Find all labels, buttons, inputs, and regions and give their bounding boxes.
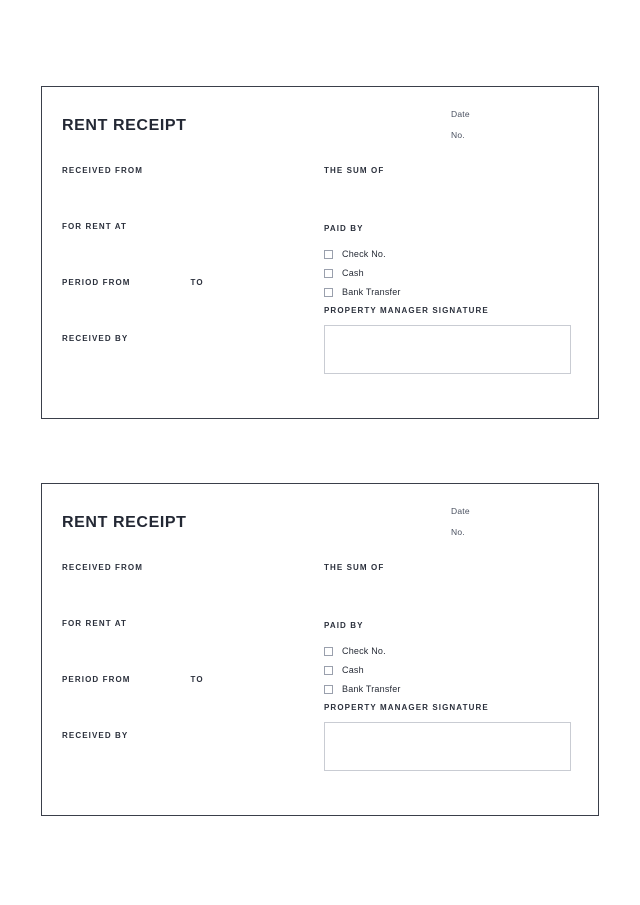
payment-option-label: Check No. <box>342 249 386 259</box>
received-by-block <box>62 334 324 390</box>
received-by-label: RECEIVED BY <box>62 731 129 740</box>
the-sum-of-label: THE SUM OF <box>324 166 385 175</box>
list-item[interactable] <box>324 665 571 675</box>
list-item[interactable] <box>324 268 571 278</box>
for-rent-at-label: FOR RENT AT <box>62 222 127 231</box>
payment-options-list <box>324 249 571 297</box>
payment-option-label: Check No. <box>342 646 386 656</box>
signature-field[interactable] <box>324 722 571 771</box>
checkbox-icon[interactable] <box>324 288 333 297</box>
payment-option-label: Cash <box>342 268 364 278</box>
for-rent-at-label: FOR RENT AT <box>62 619 127 628</box>
list-item[interactable] <box>324 287 571 297</box>
payment-option-label: Cash <box>342 665 364 675</box>
received-from-label: RECEIVED FROM <box>62 166 143 175</box>
sum-block <box>324 166 571 224</box>
period-block <box>62 675 324 731</box>
paid-by-label: PAID BY <box>324 224 364 233</box>
receipt-columns <box>62 563 571 787</box>
period-to-label: TO <box>190 675 204 684</box>
page-title: RENT RECEIPT <box>62 117 187 134</box>
sum-block <box>324 563 571 621</box>
received-by-block <box>62 731 324 787</box>
receipt-left-column <box>62 166 324 390</box>
period-to-label: TO <box>190 278 204 287</box>
paid-by-block <box>324 224 571 297</box>
checkbox-icon[interactable] <box>324 269 333 278</box>
period-block <box>62 278 324 334</box>
list-item[interactable] <box>324 684 571 694</box>
received-from-block <box>62 563 324 619</box>
received-by-label: RECEIVED BY <box>62 334 129 343</box>
checkbox-icon[interactable] <box>324 685 333 694</box>
receipt-columns <box>62 166 571 390</box>
received-from-label: RECEIVED FROM <box>62 563 143 572</box>
paid-by-block <box>324 621 571 694</box>
checkbox-icon[interactable] <box>324 647 333 656</box>
number-label: No. <box>451 130 465 140</box>
receipt-meta <box>451 109 571 151</box>
page-title: RENT RECEIPT <box>62 514 187 531</box>
payment-option-label: Bank Transfer <box>342 287 401 297</box>
period-from-label: PERIOD FROM <box>62 675 131 684</box>
received-from-block <box>62 166 324 222</box>
checkbox-icon[interactable] <box>324 250 333 259</box>
signature-field[interactable] <box>324 325 571 374</box>
period-from-label: PERIOD FROM <box>62 278 131 287</box>
receipt-left-column <box>62 563 324 787</box>
checkbox-icon[interactable] <box>324 666 333 675</box>
signature-label: PROPERTY MANAGER SIGNATURE <box>324 703 489 712</box>
for-rent-at-block <box>62 619 324 675</box>
rent-receipt-card <box>41 483 599 816</box>
date-label: Date <box>451 506 470 516</box>
rent-receipt-card <box>41 86 599 419</box>
number-label: No. <box>451 527 465 537</box>
receipt-meta <box>451 506 571 548</box>
signature-label: PROPERTY MANAGER SIGNATURE <box>324 306 489 315</box>
list-item[interactable] <box>324 249 571 259</box>
paid-by-label: PAID BY <box>324 621 364 630</box>
the-sum-of-label: THE SUM OF <box>324 563 385 572</box>
list-item[interactable] <box>324 646 571 656</box>
date-label: Date <box>451 109 470 119</box>
receipt-right-column <box>324 166 571 390</box>
receipt-right-column <box>324 563 571 787</box>
payment-options-list <box>324 646 571 694</box>
for-rent-at-block <box>62 222 324 278</box>
payment-option-label: Bank Transfer <box>342 684 401 694</box>
